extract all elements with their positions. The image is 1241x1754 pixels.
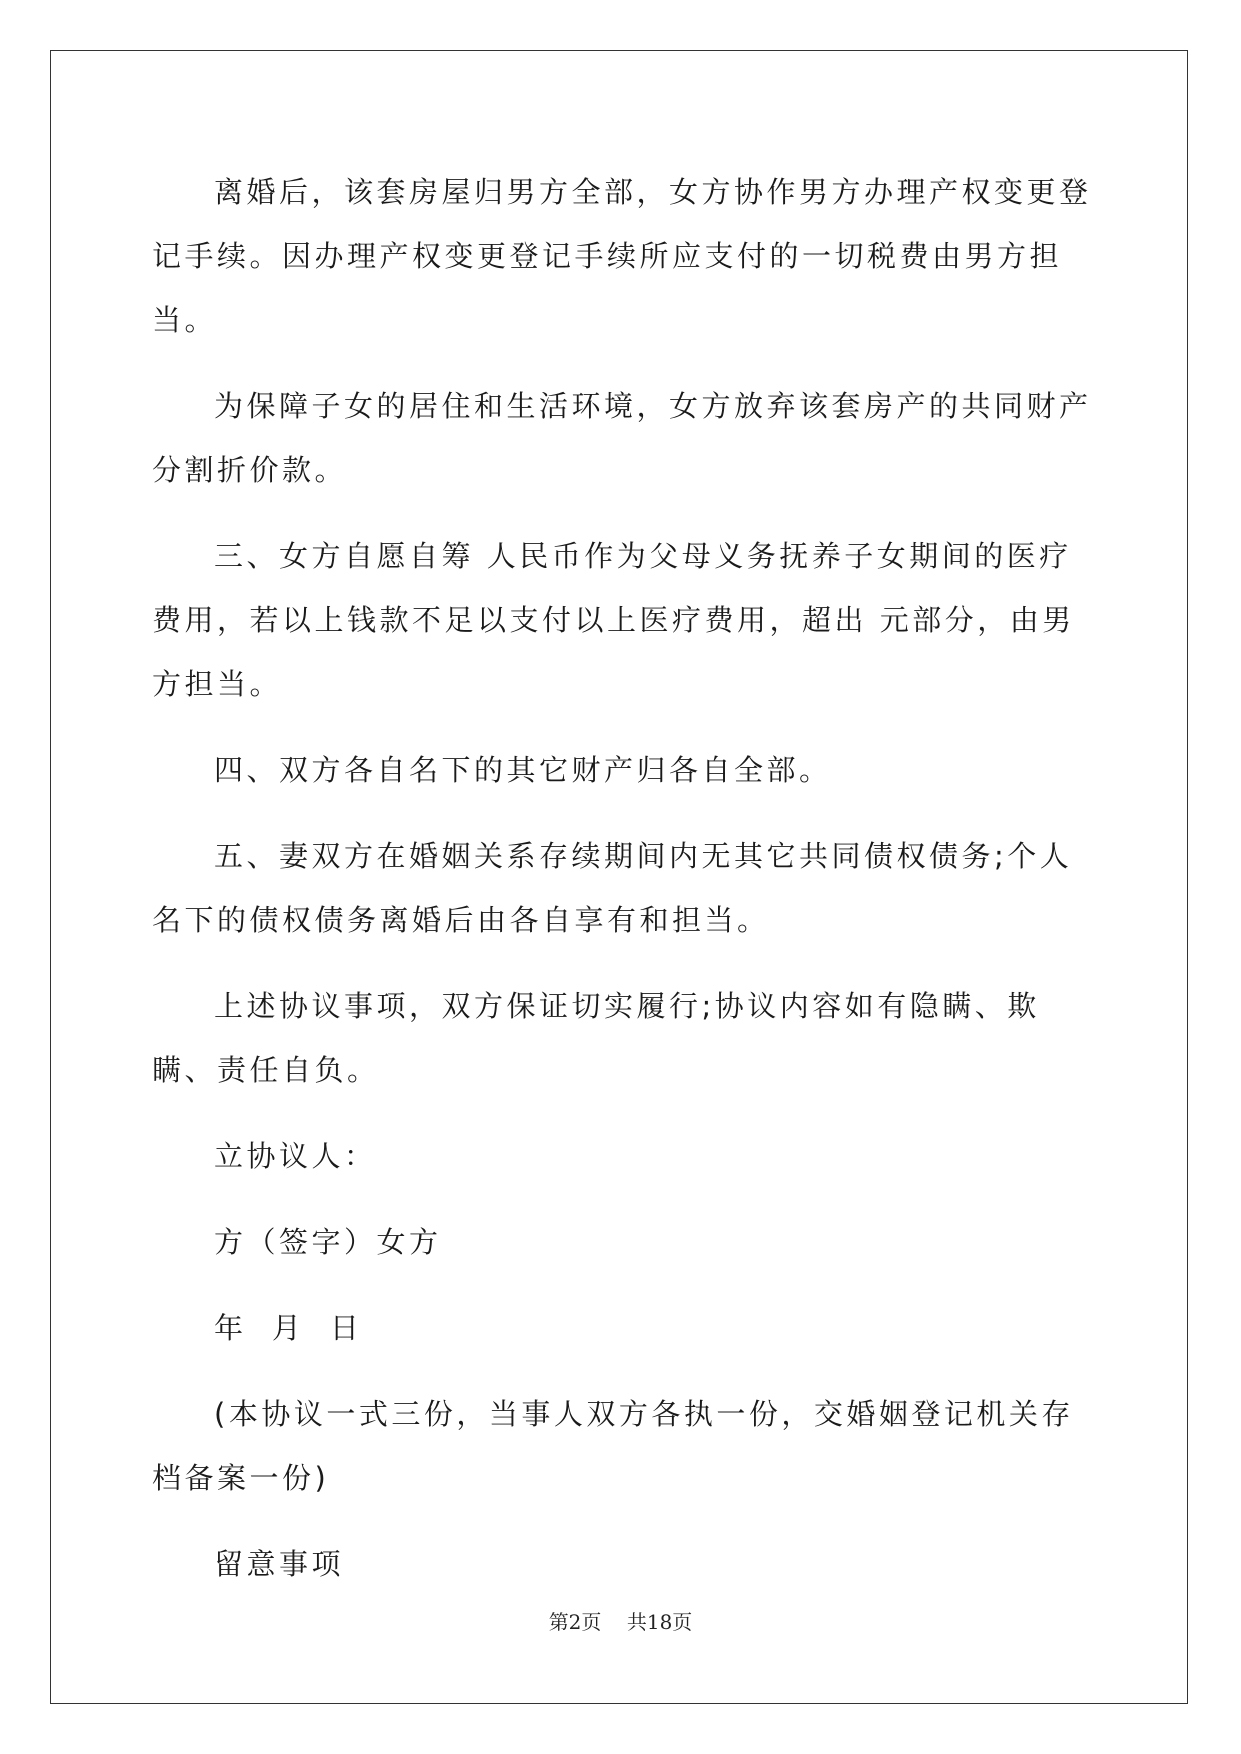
- paragraph-clause-four: 四、双方各自名下的其它财产归各自全部。: [214, 753, 832, 787]
- paragraph-notes-heading: 留意事项: [214, 1547, 345, 1581]
- paragraph-clause-three: 三、女方自愿自筹 人民币作为父母义务抚养子女期间的医疗费用，若以上钱款不足以支付以上医疗费用，超出 元部分，由男方担当。: [152, 539, 1075, 701]
- paragraph-date-line: 年 月 日: [214, 1311, 363, 1345]
- paragraph-house-ownership: 离婚后，该套房屋归男方全部，女方协作男方办理产权变更登记手续。因办理产权变更登记手续所应支付的一切税费由男方担当。: [152, 175, 1092, 337]
- paragraph-copies-note: (本协议一式三份，当事人双方各执一份，交婚姻登记机关存档备案一份): [152, 1397, 1074, 1495]
- paragraph-guarantee: 上述协议事项，双方保证切实履行;协议内容如有隐瞒、欺瞒、责任自负。: [152, 989, 1040, 1087]
- paragraph-waive-share: 为保障子女的居住和生活环境，女方放弃该套房产的共同财产分割折价款。: [152, 389, 1092, 487]
- paragraph-signatories: 立协议人：: [214, 1139, 377, 1173]
- page-number-footer: 第2页 共18页: [548, 1610, 693, 1634]
- paragraph-clause-five: 五、妻双方在婚姻关系存续期间内无其它共同债权债务;个人名下的债权债务离婚后由各自享有和担当。: [152, 839, 1073, 937]
- document-body: [152, 160, 1092, 1618]
- paragraph-signature-line: 方（签字）女方: [214, 1225, 442, 1259]
